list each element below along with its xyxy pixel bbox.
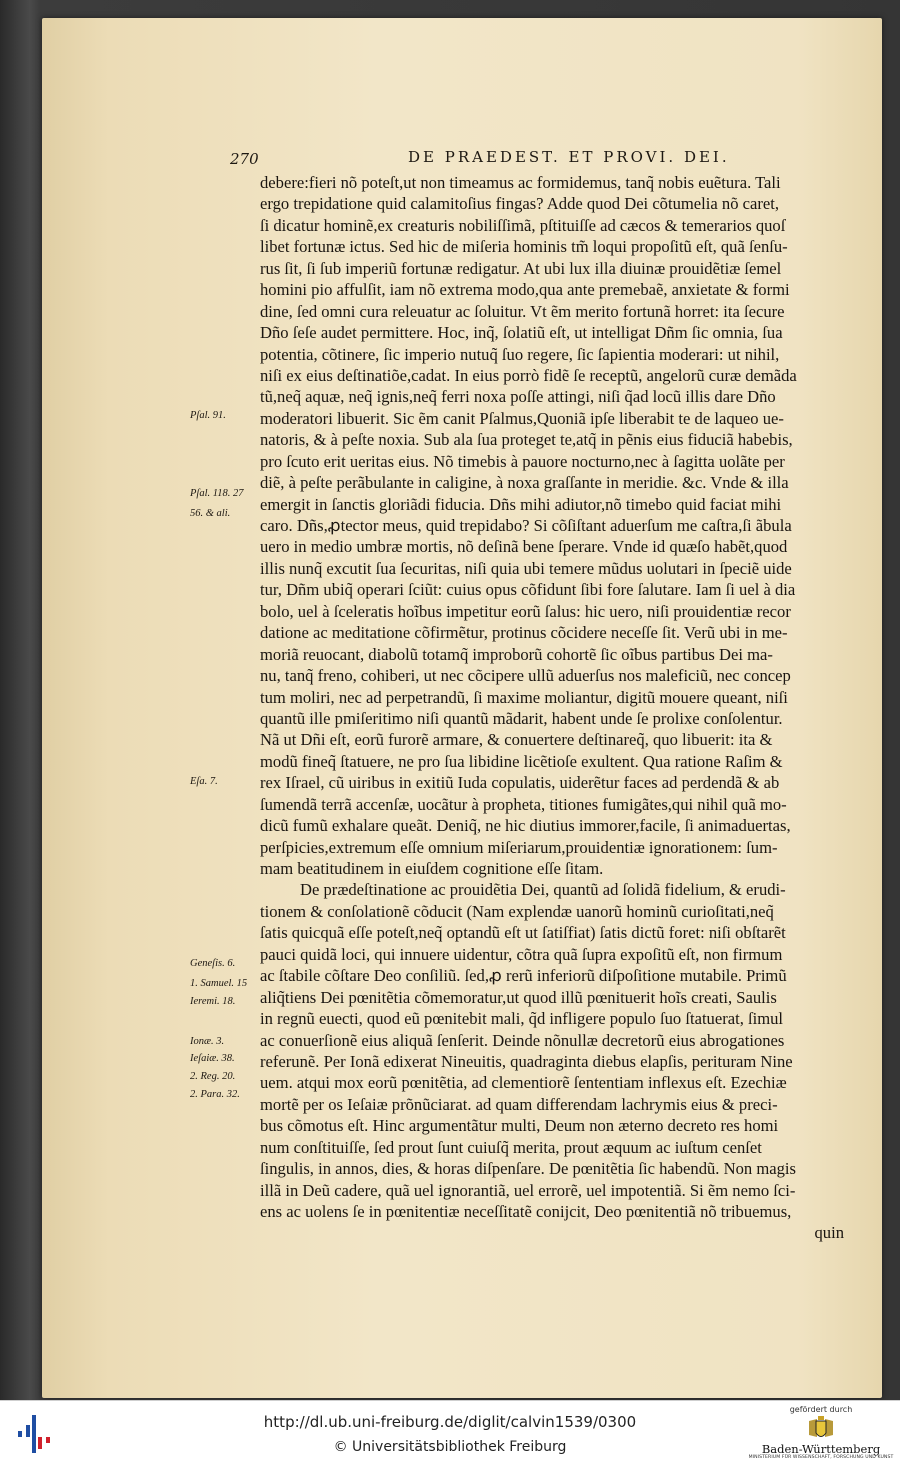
text-line: ſatis quicquã eſſe poteſt,neq̃ optandũ eſt ut ſatiſfiat) ſatis dictũ foret: niſi obſtarẽt <box>260 923 786 943</box>
text-line: nu, tanq̃ freno, cohiberi, ut nec cõcipere ullũ aduerſus nos maleficiũ, nec concep <box>260 666 791 686</box>
text-line: perſpicies,extremum eſſe omnium miſeriarum,prouidentiæ ignorationem: ſum- <box>260 837 778 857</box>
text-line: modũ fineq̃ ſtatuere, ne pro ſua libidine licẽtioſe exultent. Qua ratione Raſim & <box>260 751 783 771</box>
text-line: num conſtituiſſe, ſed prout ſunt cuiuſq̃ merita, prout æquum ac iuſtum cenſet <box>260 1137 762 1157</box>
catchword: quin <box>814 1223 844 1243</box>
text-line: rus ſit, ſi ſub imperiũ fortunæ redigatur. At ubi lux illa diuinæ prouidẽtiæ ſemel <box>260 258 782 278</box>
marginal-note: Ionæ. 3. <box>190 1036 225 1047</box>
marginal-note: Eſa. 7. <box>190 776 218 787</box>
text-line: libet fortunæ ictus. Sed hic de miſeria hominis tm̃ loqui propoſitũ eſt, quã ſenſu- <box>260 237 788 257</box>
funder-name: Baden-Württemberg <box>761 1442 881 1456</box>
text-line: referunẽ. Per Ionã edixerat Nineuitis, quadraginta diebus elapſis, perituram Nine <box>260 1051 793 1071</box>
marginal-note: Ieremi. 18. <box>190 996 236 1007</box>
text-line: uem. atqui mox eorũ pœnitẽtia, ad clementiorẽ ſententiam inflexus eſt. Ezechiæ <box>260 1073 787 1093</box>
text-line: tur, Dñm ubiq̃ operari ſciũt: cuius opus cõfidunt ſibi fore ſalutare. Iam ſi uel à dia <box>260 580 796 600</box>
text-line: aliq̃tiens Dei pœnitẽtia cõmemoratur,ut quod illũ pœnituerit hoĩs creati, Saulis <box>260 987 777 1007</box>
page-number: 270 <box>230 150 259 168</box>
copyright-notice: © Universitätsbibliothek Freiburg <box>333 1439 567 1455</box>
funder-label: gefördert durch <box>789 1405 853 1414</box>
text-line: Nã ut Dñi eſt, eorũ furorẽ armare, & conuertere deſtinareq̃, quo libuerit: ita & <box>260 730 773 750</box>
text-line: illis nunq̃ excutit ſua ſecuritas, niſi quia ubi temere mũdus uolutari in ſpeciẽ uide <box>260 558 792 578</box>
marginal-note: Geneſis. 6. <box>190 958 236 969</box>
text-line: ergo trepidatione quid calamitoſius fingas? Adde quod Dei cõtumelia nõ caret, <box>260 194 780 214</box>
text-line: illã in Deũ cadere, quã uel ignorantiã, uel errorẽ, uel impotentiã. Si ẽm nemo ſci- <box>260 1180 796 1200</box>
text-line: niſi ex eius deſtinatiõe,cadat. In eius porrò fidẽ ſe receptũ, angelorũ curæ demãda <box>260 365 797 385</box>
text-line: tum moliri, nec ad perpetrandũ, ſi maxime moliantur, digitũ mouere queant, niſi <box>260 687 788 707</box>
document-url[interactable]: http://dl.ub.uni-freiburg.de/diglit/calvin1539/0300 <box>263 1413 637 1431</box>
text-line: ſumendã terrã accenſæ, uocãtur à propheta, titiones fumigãtes,qui nihil quã mo- <box>260 794 787 814</box>
marginal-note: Pſal. 91. <box>190 410 226 421</box>
text-line: moriã reuocant, diabolũ totamq̃ improborũ cohortẽ ſic oĩbus partibus Dei ma- <box>260 644 773 664</box>
text-line: ſi dicatur hominẽ,ex creaturis nobiliſſimã, pſtituiſſe ad cæcos & temerarios quoſ <box>260 215 786 235</box>
text-line: pro ſcuto erit ueritas eius. Nõ timebis à pauore nocturno,nec à ſagitta uolãte per <box>260 451 785 471</box>
text-line: ens ac uolens ſe in pœnitentiæ neceſſitatẽ conijcit, Deo pœnitentiã nõ tribuemus, <box>260 1202 792 1221</box>
text-line: debere:fieri nõ poteſt,ut non timeamus ac formidemus, tanq̃ nobis euẽtura. Tali <box>260 173 781 192</box>
text-line: bus cõmotus eſt. Hinc argumentãtur multi, Deum non æterno decreto res homi <box>260 1116 779 1136</box>
crest-shield <box>816 1421 826 1437</box>
funder-ministry: MINISTERIUM FÜR WISSENSCHAFT, FORSCHUNG UND KUNST <box>748 1455 894 1460</box>
text-line: quantũ ille pmiſeritimo niſi quantũ mãdarit, habent unde ſe prolixe conſolentur. <box>260 708 783 728</box>
text-line: mam beatitudinem in eiuſdem cognitione eſſe ſitam. <box>260 859 604 878</box>
funder-block <box>748 1405 894 1460</box>
text-line: potentia, cõtinere, ſic imperio nutuq̃ ſuo regere, ſic ſapientia moderari: ut nihil, <box>260 344 780 364</box>
text-line: dicũ fumũ exhalare queãt. Deniq̃, ne hic diutius immorer,facile, ſi animaduertas, <box>260 816 791 836</box>
marginal-note: 1. Samuel. 15 <box>190 978 248 989</box>
text-line: diẽ, à peſte perãbulante in caligine, à noxa graſſante in meridie. &c. Vnde & illa <box>260 473 789 493</box>
marginal-note: 56. & ali. <box>190 508 231 519</box>
text-line: emergit in ſanctis gloriãdi fiducia. Dñs mihi adiutor,nõ timebo quid faciat mihi <box>260 494 782 514</box>
text-line: moderatori libuerit. Sic ẽm canit Pſalmus,Quoniã ipſe liberabit te de laqueo ue- <box>260 408 784 428</box>
viewer-footer <box>0 1400 900 1464</box>
text-line: ac ſtabile cõſtare Deo conſiliũ. ſed,ꝓ rerũ inferiorũ diſpoſitione mutabile. Primũ <box>260 966 787 986</box>
marginal-note: Ieſaiæ. 38. <box>190 1053 235 1064</box>
text-line: Dño ſeſe audet permittere. Hoc, inq̃, ſolatiũ eſt, ut intelligat Dñm ſic omnia, ſua <box>260 323 783 343</box>
text-line: rex Iſrael, cũ uiribus in exitiũ Iuda copulatis, uiderẽtur faces ad perdendã & ab <box>260 773 780 793</box>
main-text <box>260 172 850 1244</box>
text-line: mortẽ per os Ieſaiæ prõnũciarat. ad quam differendam lachrymis eius & preci- <box>260 1094 778 1114</box>
text-line: tionem & conſolationẽ cõducit (Nam explendæ uanorũ hominũ curioſitati,neq̃ <box>260 901 774 921</box>
logo-block <box>18 1431 22 1437</box>
text-line: ac conuerſionẽ eius aliquã ſenſerit. Deinde nõnullæ decretorũ eius abrogationes <box>260 1030 785 1050</box>
text-line: uero in medio umbræ mortis, nõ deſinã bene ſperare. Vnde id quæſo habẽt,quod <box>260 537 788 557</box>
text-line: pauci quidã loci, qui innuere uidentur, cõtra quã ſupra expoſitũ eſt, non firmum <box>260 944 783 964</box>
marginal-note: 2. Para. 32. <box>190 1089 240 1100</box>
marginal-note: 2. Reg. 20. <box>190 1071 236 1082</box>
crest-crown <box>818 1416 824 1420</box>
marginal-note: Pſal. 118. 27 <box>190 488 244 499</box>
text-line: datione ac meditatione cõfirmẽtur, protinus cõcidere neceſſe ſit. Verũ ubi in me- <box>260 623 788 643</box>
coat-of-arms-icon <box>801 1415 841 1443</box>
running-head: DE PRAEDEST. ET PROVI. DEI. <box>408 148 730 166</box>
text-line: bolo, uel à ſceleratis hoĩbus impetitur eorũ ſalus: hic uero, niſi prouidentiæ recor <box>260 601 791 621</box>
text-line: in regnũ euecti, quod eũ pœnitebit mali, q̃d infligere populo ſuo ſtatuerat, ſimul <box>260 1009 784 1029</box>
text-line: ſingulis, in annos, dies, & horas diſpenſare. De pœnitẽtia ſic habendũ. Non magis <box>260 1159 796 1179</box>
text-line: dine, ſed omni cura releuatur ac ſoluitur. Vt ẽm merito fortunã horret: ita ſecure <box>260 301 785 321</box>
text-line: homini pio affulſit, iam nõ extrema modo,qua ante premebaẽ, anxietate & formi <box>260 280 790 300</box>
text-line: De prædeſtinatione ac prouidẽtia Dei, quantũ ad ſolidã fidelium, & erudi- <box>300 880 786 900</box>
text-line: caro. Dñs,ꝓtector meus, quid trepidabo? Si cõſiſtant aduerſum me caſtra,ſi ãbula <box>260 516 792 535</box>
text-line: natoris, & à peſte noxia. Sub ala ſua proteget te,atq̃ in pẽnis eius fiduciã habebis, <box>260 430 793 450</box>
text-line: tũ,neq̃ aquæ, neq̃ ignis,neq̃ ferri noxa poſſe attingi, niſi q̃ad locũ illis dare Dño <box>260 387 776 407</box>
